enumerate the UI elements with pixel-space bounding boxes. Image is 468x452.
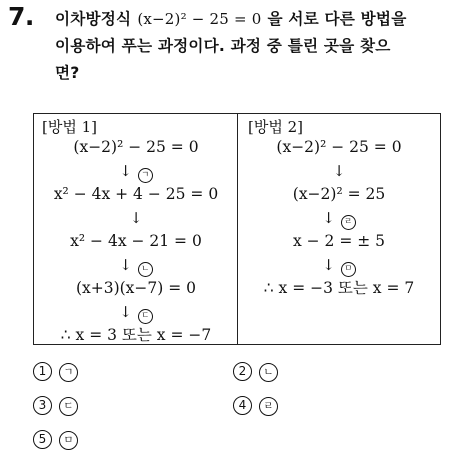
method-1-step: x² − 4x + 4 − 25 = 0 — [53, 185, 219, 203]
down-arrow-icon: ↓ — [129, 208, 143, 227]
method-2-step: (x−2)² = 25 — [292, 185, 386, 203]
method-1-arrow — [36, 301, 236, 325]
method-1-arrow — [36, 160, 236, 184]
choice-marker: ㄷ — [59, 397, 78, 416]
method-2-step: x − 2 = ± 5 — [292, 232, 386, 250]
step-marker: ㄴ — [138, 262, 153, 277]
step-marker: ㄹ — [341, 215, 356, 230]
down-arrow-icon: ↓ — [119, 161, 132, 180]
choice-number: 3 — [33, 396, 52, 415]
method-2-step: (x−2)² − 25 = 0 — [276, 138, 402, 156]
method-1-arrow — [36, 207, 236, 231]
method-1-steps — [36, 136, 236, 348]
choice-marker: ㄹ — [259, 397, 278, 416]
choice-marker: ㄱ — [59, 363, 78, 382]
method-1-label: [방법 1] — [42, 118, 97, 136]
prompt-text-after: 을 서로 다른 방법을 — [267, 10, 407, 28]
choice-marker: ㅁ — [59, 431, 78, 450]
method-2-arrow — [239, 254, 439, 278]
step-marker: ㅁ — [341, 262, 356, 277]
choice-4[interactable] — [233, 394, 278, 416]
down-arrow-icon: ↓ — [332, 161, 346, 180]
method-1-step: (x+3)(x−7) = 0 — [75, 279, 197, 297]
down-arrow-icon: ↓ — [322, 255, 335, 274]
prompt-equation: (x−2)² − 25 = 0 — [137, 10, 262, 28]
choice-3[interactable] — [33, 394, 78, 416]
prompt-line-1 — [55, 6, 455, 33]
down-arrow-icon: ↓ — [119, 302, 132, 321]
method-1-step: ∴ x = 3 또는 x = −7 — [60, 326, 212, 344]
question-prompt — [55, 6, 455, 87]
prompt-line-2: 이용하여 푸는 과정이다. 과정 중 틀린 곳을 찾으 — [55, 37, 391, 55]
method-1-step: x² − 4x − 21 = 0 — [70, 232, 202, 250]
solution-box — [33, 113, 441, 345]
box-divider — [237, 114, 238, 344]
step-marker: ㄱ — [138, 168, 153, 183]
choice-number: 1 — [33, 362, 52, 381]
prompt-text-before: 이차방정식 — [55, 10, 132, 28]
choice-2[interactable] — [233, 360, 278, 382]
choice-1[interactable] — [33, 360, 78, 382]
method-2-arrow — [239, 207, 439, 231]
step-marker: ㄷ — [138, 309, 153, 324]
choice-number: 5 — [33, 430, 52, 449]
choice-number: 2 — [233, 362, 252, 381]
method-2-label: [방법 2] — [248, 118, 303, 136]
down-arrow-icon: ↓ — [322, 208, 335, 227]
down-arrow-icon: ↓ — [119, 255, 132, 274]
method-2-arrow — [239, 160, 439, 184]
method-2-steps — [239, 136, 439, 301]
prompt-line-3: 면? — [55, 64, 80, 82]
question-number: 7. — [8, 2, 34, 31]
choice-5[interactable] — [33, 428, 78, 450]
choice-marker: ㄴ — [259, 363, 278, 382]
method-1-arrow — [36, 254, 236, 278]
method-1-step: (x−2)² − 25 = 0 — [73, 138, 199, 156]
choice-number: 4 — [233, 396, 252, 415]
method-2-step: ∴ x = −3 또는 x = 7 — [263, 279, 415, 297]
